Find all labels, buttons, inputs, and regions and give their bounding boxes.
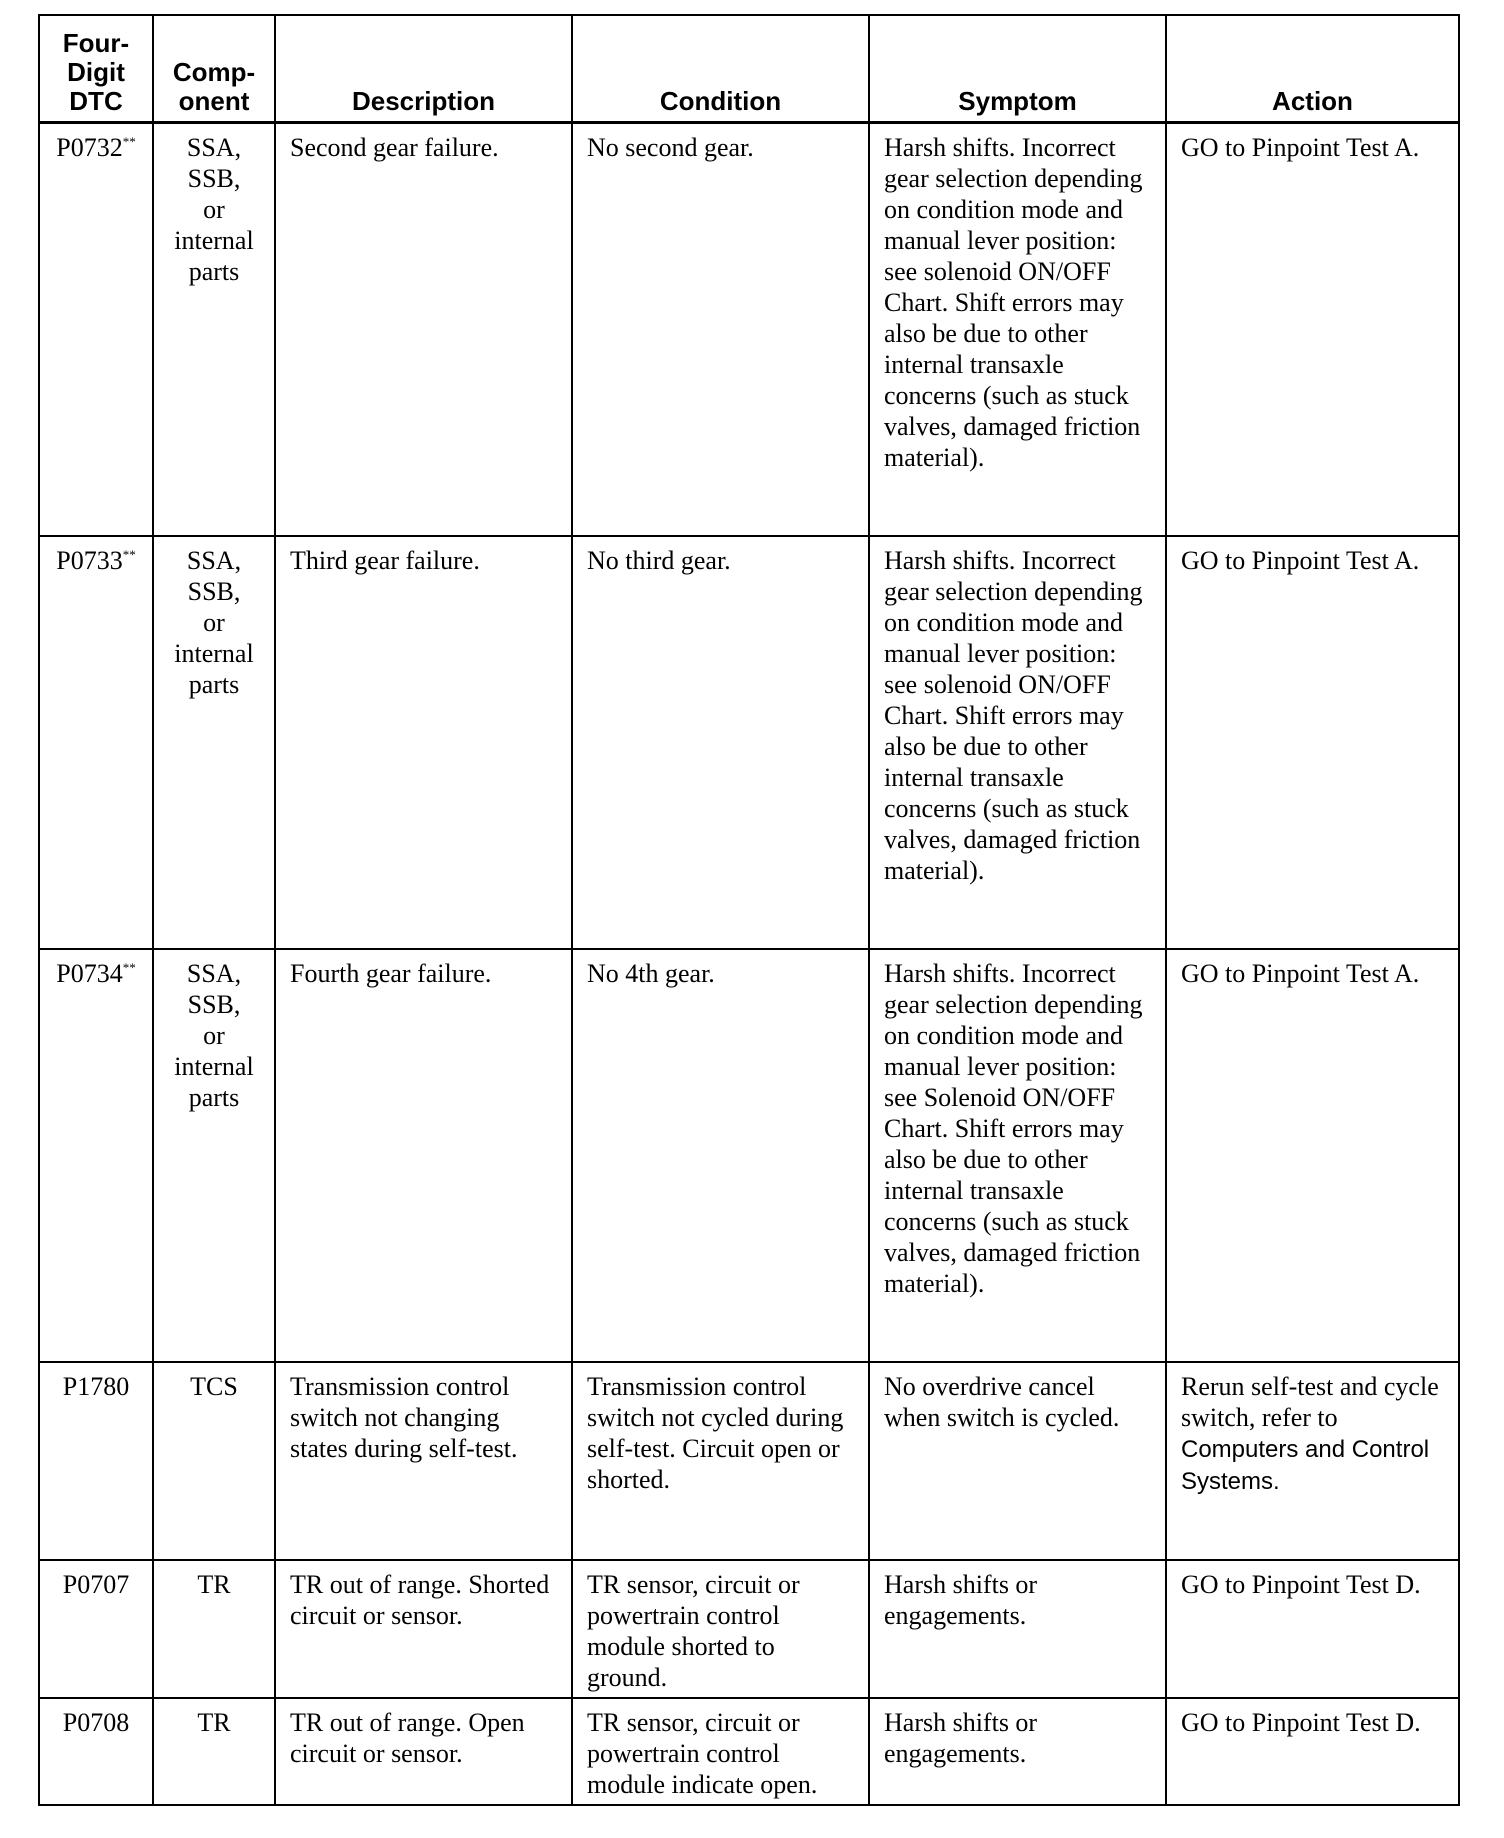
dtc-code-cell xyxy=(39,123,153,536)
action-cell xyxy=(1166,1362,1459,1560)
condition-cell: TR sensor, circuit or powertrain control module shorted to ground. xyxy=(572,1560,869,1698)
dtc-code-cell: P1780 xyxy=(39,1362,153,1560)
table-row xyxy=(39,1698,1459,1805)
table-row xyxy=(39,949,1459,1362)
action-cell: GO to Pinpoint Test D. xyxy=(1166,1560,1459,1698)
description-cell: TR out of range. Shorted circuit or sensor. xyxy=(275,1560,572,1698)
dtc-code: P0733 xyxy=(56,545,123,575)
description-cell: Third gear failure. xyxy=(275,536,572,949)
symptom-cell: Harsh shifts or engagements. xyxy=(869,1698,1166,1805)
component-cell: TR xyxy=(153,1698,275,1805)
action-cell: GO to Pinpoint Test D. xyxy=(1166,1698,1459,1805)
symptom-cell: No overdrive cancel when switch is cycled. xyxy=(869,1362,1166,1560)
header-action: Action xyxy=(1166,15,1459,123)
header-component: Comp- onent xyxy=(153,15,275,123)
component-cell: TCS xyxy=(153,1362,275,1560)
action-text: Rerun self-test and cycle switch, refer to xyxy=(1181,1371,1439,1432)
action-cell: GO to Pinpoint Test A. xyxy=(1166,123,1459,536)
dtc-code-cell: P0708 xyxy=(39,1698,153,1805)
header-description: Description xyxy=(275,15,572,123)
table-row xyxy=(39,1560,1459,1698)
component-cell: SSA, SSB, or internal parts xyxy=(153,123,275,536)
dtc-table-page xyxy=(38,14,1458,1806)
dtc-code-cell xyxy=(39,536,153,949)
dtc-code-mark: ** xyxy=(122,959,136,975)
description-cell: TR out of range. Open circuit or sensor. xyxy=(275,1698,572,1805)
condition-cell: No 4th gear. xyxy=(572,949,869,1362)
component-cell: SSA, SSB, or internal parts xyxy=(153,949,275,1362)
condition-cell: No second gear. xyxy=(572,123,869,536)
condition-cell: No third gear. xyxy=(572,536,869,949)
condition-cell: TR sensor, circuit or powertrain control module indicate open. xyxy=(572,1698,869,1805)
table-row xyxy=(39,123,1459,536)
symptom-cell: Harsh shifts or engagements. xyxy=(869,1560,1166,1698)
dtc-code-cell xyxy=(39,949,153,1362)
table-row xyxy=(39,1362,1459,1560)
component-cell: TR xyxy=(153,1560,275,1698)
dtc-code-cell: P0707 xyxy=(39,1560,153,1698)
table-row xyxy=(39,536,1459,949)
header-row xyxy=(39,15,1459,123)
dtc-table xyxy=(38,14,1460,1806)
description-cell: Fourth gear failure. xyxy=(275,949,572,1362)
condition-cell: Transmission control switch not cycled during self-test. Circuit open or shorted. xyxy=(572,1362,869,1560)
action-reference-link[interactable]: Computers and Control Systems. xyxy=(1181,1435,1430,1495)
action-cell: GO to Pinpoint Test A. xyxy=(1166,949,1459,1362)
header-symptom: Symptom xyxy=(869,15,1166,123)
description-cell: Second gear failure. xyxy=(275,123,572,536)
dtc-code: P0734 xyxy=(56,958,123,988)
dtc-code: P0732 xyxy=(56,133,123,162)
action-cell: GO to Pinpoint Test A. xyxy=(1166,536,1459,949)
symptom-cell: Harsh shifts. Incorrect gear selection depending on condition mode and manual lever position: see solenoid ON/OFF Chart. Shift errors may also be due to other internal transaxle concerns (such as stuck valves, damaged friction material). xyxy=(869,536,1166,949)
description-cell: Transmission control switch not changing states during self-test. xyxy=(275,1362,572,1560)
symptom-cell: Harsh shifts. Incorrect gear selection depending on condition mode and manual lever position: see solenoid ON/OFF Chart. Shift errors may also be due to other internal transaxle concerns (such as stuck valves, damaged friction material). xyxy=(869,123,1166,536)
header-dtc: Four- Digit DTC xyxy=(39,15,153,123)
dtc-code-mark: ** xyxy=(122,546,136,562)
header-condition: Condition xyxy=(572,15,869,123)
symptom-cell: Harsh shifts. Incorrect gear selection depending on condition mode and manual lever position: see Solenoid ON/OFF Chart. Shift errors may also be due to other internal transaxle concerns (such as stuck valves, damaged friction material). xyxy=(869,949,1166,1362)
dtc-code-mark: ** xyxy=(122,134,136,149)
component-cell: SSA, SSB, or internal parts xyxy=(153,536,275,949)
